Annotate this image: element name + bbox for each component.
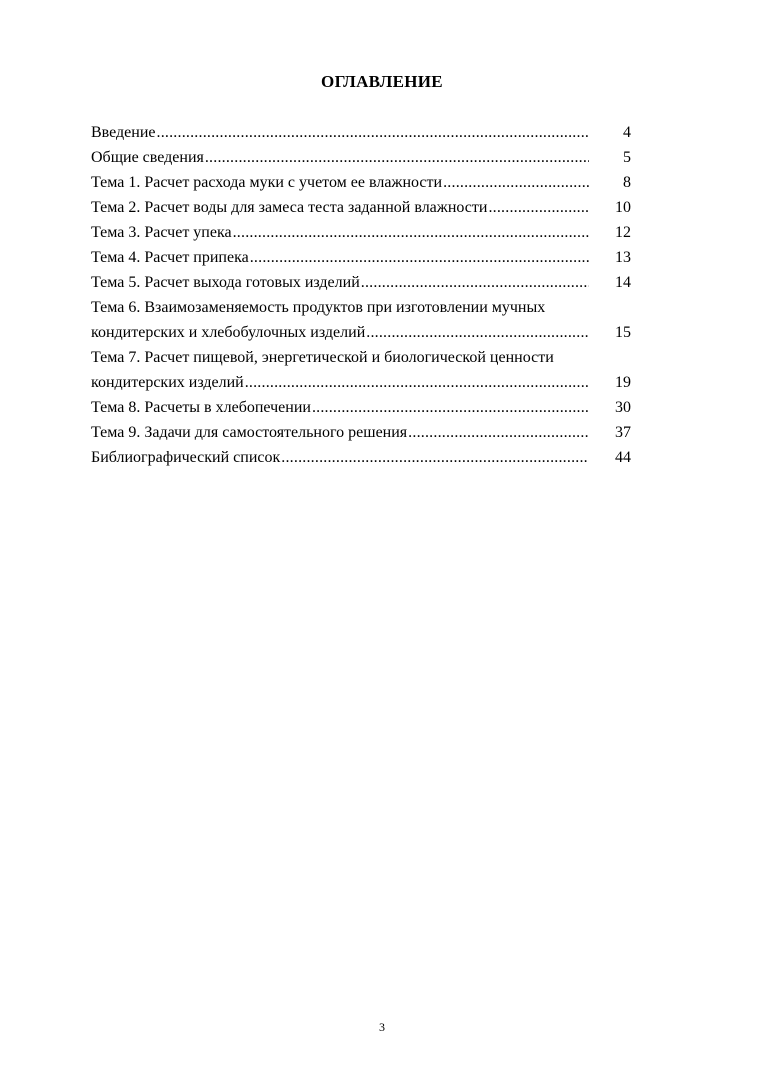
- toc-entry-title: Тема 4. Расчет припека: [91, 249, 249, 266]
- toc-entry-title: Тема 8. Расчеты в хлебопечении: [91, 399, 311, 416]
- toc-entry-page: 4: [623, 124, 631, 141]
- toc-leader-dots: [245, 370, 589, 395]
- toc-entry-title-line1: Тема 6. Взаимозаменяемость продуктов при изготовлении мучных: [91, 299, 546, 316]
- toc-entry-page: 19: [615, 374, 631, 391]
- toc-leader-dots: [205, 145, 589, 170]
- page-number: 3: [379, 1020, 385, 1034]
- page-title: ОГЛАВЛЕНИЕ: [321, 72, 443, 91]
- toc-entry-page: 12: [615, 224, 631, 241]
- toc-entry-title: Общие сведения: [91, 149, 204, 166]
- toc-entry[interactable]: [91, 195, 676, 220]
- toc-entry[interactable]: [91, 270, 676, 295]
- toc-entry[interactable]: [91, 245, 676, 270]
- toc-entry-title: Введение: [91, 124, 156, 141]
- toc-entry-title: кондитерских изделий: [91, 374, 244, 391]
- toc-entry[interactable]: [91, 120, 676, 145]
- toc-entry-page: 10: [615, 199, 631, 216]
- toc-entry-multiline[interactable]: [91, 295, 676, 345]
- toc-entry[interactable]: [91, 145, 676, 170]
- toc-entry-page: 8: [623, 174, 631, 191]
- toc-leader-dots: [312, 395, 589, 420]
- toc-entry-title: Тема 5. Расчет выхода готовых изделий: [91, 274, 360, 291]
- toc-entry-page: 15: [615, 324, 631, 341]
- toc-entry-title: Тема 2. Расчет воды для замеса теста заданной влажности: [91, 199, 488, 216]
- toc-leader-dots: [408, 420, 589, 445]
- toc-entry-page: 5: [623, 149, 631, 166]
- toc-entry-title: Библиографический список: [91, 449, 281, 466]
- toc-leader-dots: [250, 245, 589, 270]
- toc-leader-dots: [488, 195, 589, 220]
- toc-entry[interactable]: [91, 395, 676, 420]
- toc-leader-dots: [366, 320, 589, 345]
- toc-entry-title: Тема 3. Расчет упека: [91, 224, 232, 241]
- toc-leader-dots: [157, 120, 590, 145]
- toc-leader-dots: [361, 270, 589, 295]
- toc-entry-title: Тема 9. Задачи для самостоятельного решения: [91, 424, 408, 441]
- toc-leader-dots: [443, 170, 589, 195]
- toc-entry-title-line1: Тема 7. Расчет пищевой, энергетической и биологической ценности: [91, 349, 554, 366]
- toc-entry-title: кондитерских и хлебобулочных изделий: [91, 324, 366, 341]
- toc-entry-title: Тема 1. Расчет расхода муки с учетом ее влажности: [91, 174, 443, 191]
- toc-entry-page: 37: [615, 424, 631, 441]
- toc-entry[interactable]: [91, 445, 676, 470]
- toc-entry-multiline[interactable]: [91, 345, 676, 395]
- toc-leader-dots: [233, 220, 589, 245]
- toc-entry[interactable]: [91, 170, 676, 195]
- toc-entry[interactable]: [91, 220, 676, 245]
- toc-entry[interactable]: [91, 420, 676, 445]
- toc-entry-page: 30: [615, 399, 631, 416]
- toc-leader-dots: [281, 445, 589, 470]
- toc-entry-page: 44: [615, 449, 631, 466]
- table-of-contents: [91, 120, 676, 470]
- toc-entry-page: 13: [615, 249, 631, 266]
- toc-entry-page: 14: [615, 274, 631, 291]
